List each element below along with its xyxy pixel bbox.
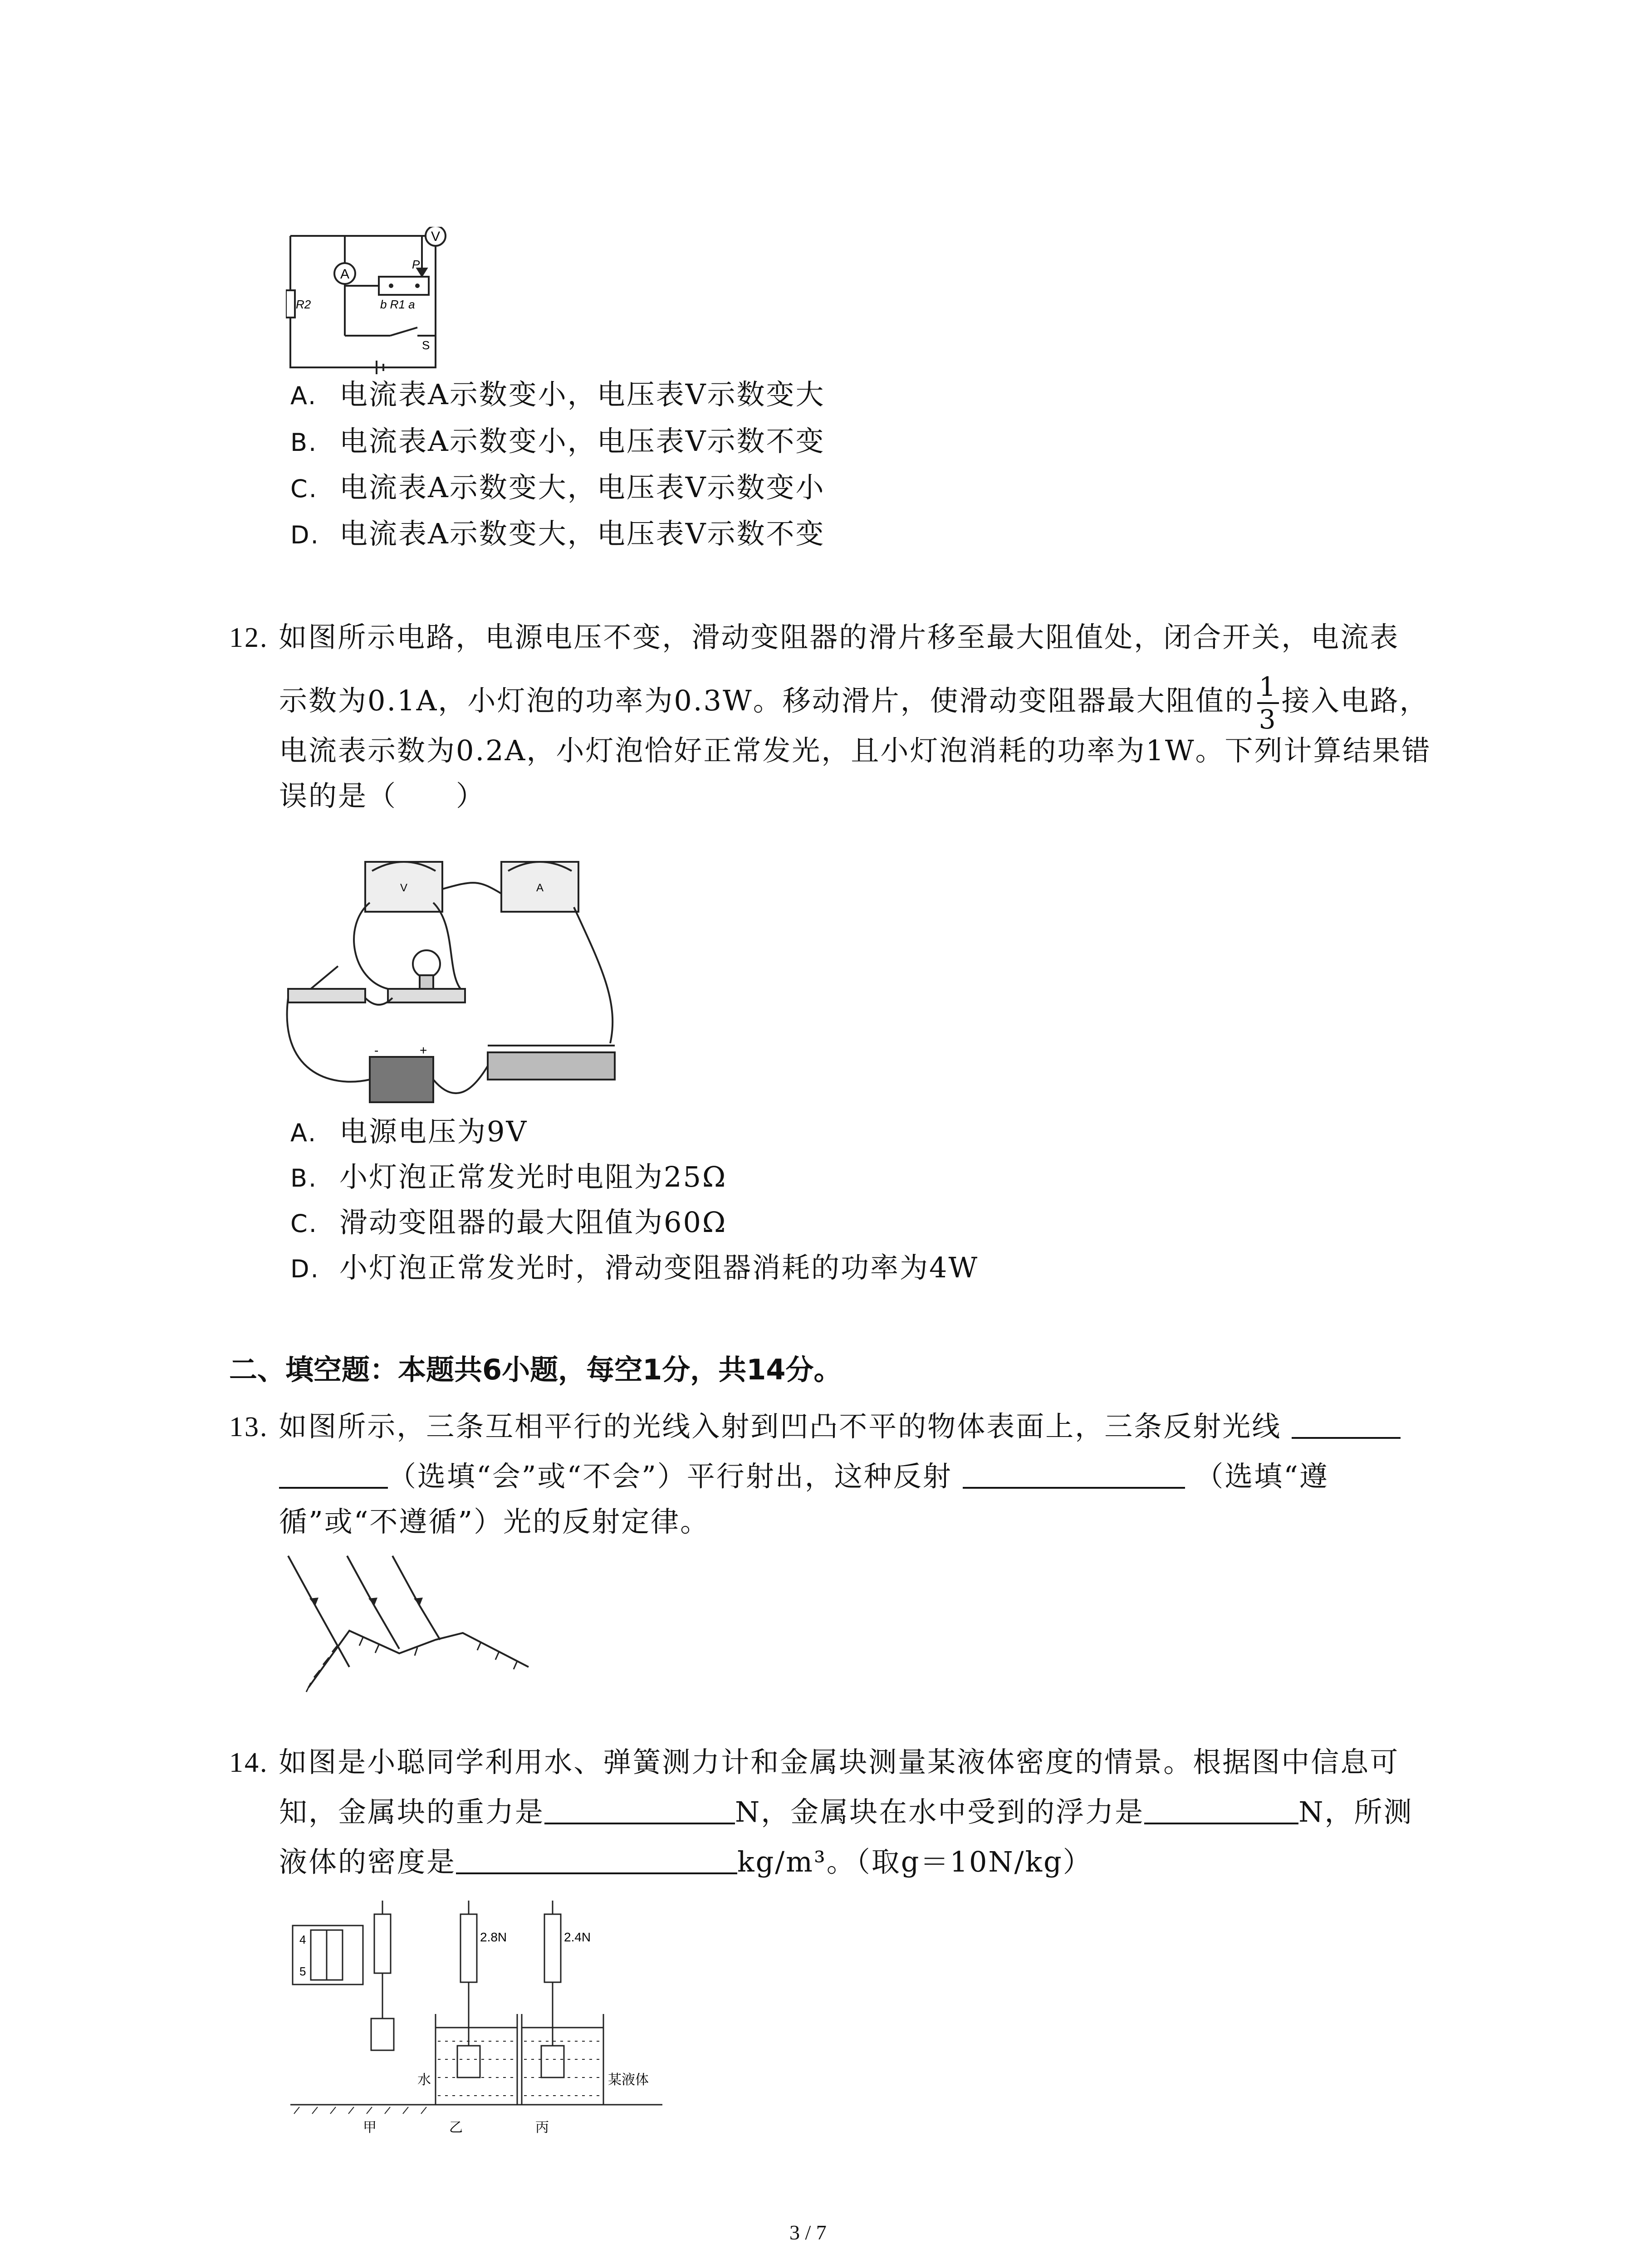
label-bing: 丙 <box>535 2120 549 2135</box>
q13-line-3: 循”或“不遵循”）光的反射定律。 <box>279 1505 710 1538</box>
q11-option-b: B. 电流表A示数变小，电压表V示数不变 <box>290 425 825 458</box>
q14-line-1: 14. 如图是小聪同学利用水、弹簧测力计和金属块测量某液体密度的情景。根据图中信息可 <box>229 1745 1400 1779</box>
q11-option-c: C. 电流表A示数变大，电压表V示数变小 <box>290 471 825 504</box>
svg-text:-: - <box>374 1043 379 1057</box>
label-yi: 乙 <box>449 2120 463 2135</box>
q13-blank-1[interactable] <box>1292 1409 1401 1439</box>
q12-physical-circuit-figure <box>284 853 628 1107</box>
r2-label: R2 <box>296 298 311 311</box>
q12-option-c: C. 滑动变阻器的最大阻值为60Ω <box>290 1206 727 1239</box>
q14-spring-scale-figure <box>290 1901 662 2136</box>
q12-line-4: 误的是（ ） <box>279 779 486 812</box>
switch-label: S <box>422 338 430 352</box>
q14-line-3: 液体的密度是 kg/m³。（取g＝10N/kg） <box>279 1845 1092 1878</box>
r1-label: b R1 a <box>380 298 415 311</box>
q14-blank-weight[interactable] <box>544 1794 735 1824</box>
label-jia: 甲 <box>363 2120 377 2135</box>
q13-blank-1-cont[interactable] <box>279 1459 388 1489</box>
inset-scale-top: 4 <box>299 1933 306 1946</box>
page-number: 3 / 7 <box>789 2221 827 2244</box>
voltmeter-label: V <box>431 229 441 244</box>
water-label: 水 <box>417 2072 431 2087</box>
section-2-heading: 二、填空题：本题共6小题，每空1分，共14分。 <box>229 1353 842 1386</box>
reading-bing: 2.4N <box>564 1930 591 1944</box>
q13-line-2: （选填“会”或“不会”）平行射出，这种反射 （选填“遵 <box>279 1456 1329 1497</box>
q11-circuit-diagram <box>286 227 485 376</box>
svg-text:A: A <box>536 882 544 894</box>
svg-text:+: + <box>420 1043 427 1057</box>
q12-line-3: 电流表示数为0.2A，小灯泡恰好正常发光，且小灯泡消耗的功率为1W。下列计算结果错 <box>279 734 1431 767</box>
q12-line-2: 示数为0.1A，小灯泡的功率为0.3W。移动滑片，使滑动变阻器最大阻值的 $\frac{1}{3}$ 接入电路， <box>279 671 1429 735</box>
q13-number: 13. <box>229 1412 269 1442</box>
liquid-label: 某液体 <box>608 2072 649 2087</box>
q13-line-1: 13. 如图所示，三条互相平行的光线入射到凹凸不平的物体表面上，三条反射光线 <box>229 1406 1401 1447</box>
q14-number: 14. <box>229 1747 269 1778</box>
q14-line-2: 知，金属块的重力是 N，金属块在水中受到的浮力是 N，所测 <box>279 1795 1413 1828</box>
q12-option-d: D. 小灯泡正常发光时，滑动变阻器消耗的功率为4W <box>290 1251 979 1284</box>
q12-line-1: 12. 如图所示电路，电源电压不变，滑动变阻器的滑片移至最大阻值处，闭合开关，电流表 <box>229 621 1400 654</box>
inset-scale-bottom: 5 <box>299 1965 306 1978</box>
q13-blank-2[interactable] <box>963 1459 1185 1489</box>
one-third-fraction: $\frac{1}{3}$ <box>1257 671 1279 735</box>
q14-blank-density[interactable] <box>456 1844 737 1874</box>
q12-option-a: A. 电源电压为9V <box>290 1115 528 1148</box>
ammeter-label: A <box>340 267 350 282</box>
reading-yi: 2.8N <box>480 1930 507 1944</box>
q14-blank-buoyancy[interactable] <box>1144 1794 1298 1824</box>
q11-option-a: A. 电流表A示数变小，电压表V示数变大 <box>290 378 825 411</box>
slider-label: P <box>412 258 420 271</box>
svg-text:V: V <box>400 882 408 894</box>
q12-option-b: B. 小灯泡正常发光时电阻为25Ω <box>290 1160 727 1193</box>
q13-rough-surface-figure <box>281 1551 535 1696</box>
q11-option-d: D. 电流表A示数变大，电压表V示数不变 <box>290 517 825 550</box>
q12-number: 12. <box>229 622 269 653</box>
